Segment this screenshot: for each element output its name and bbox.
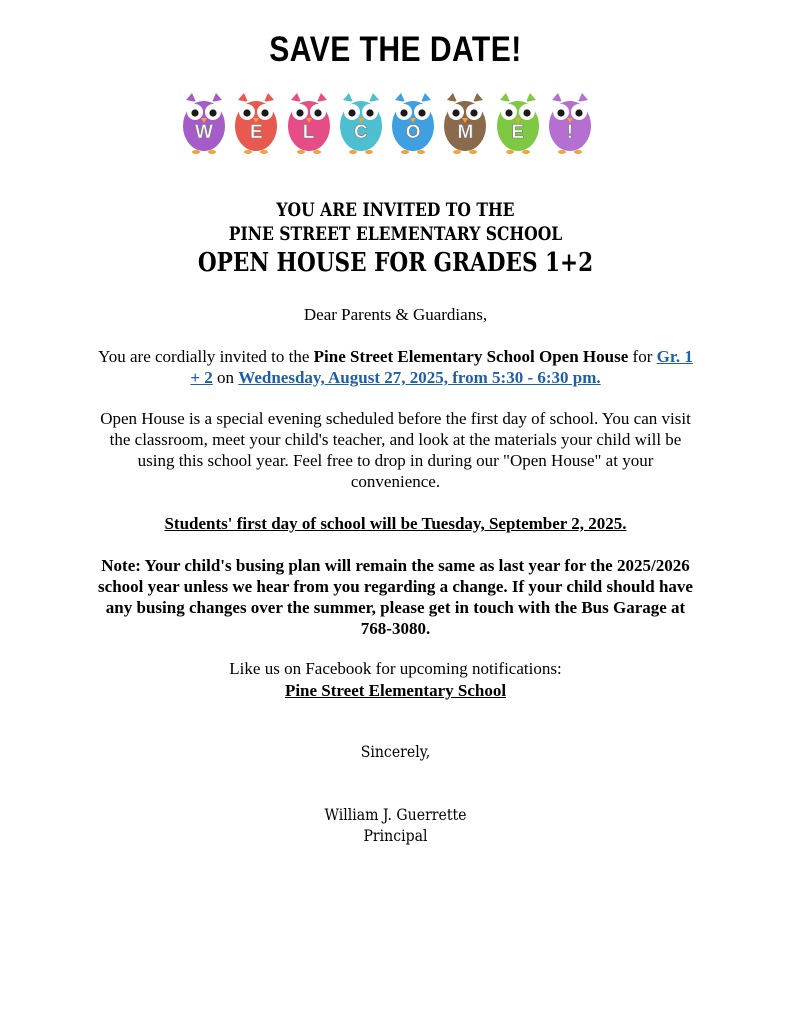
- facebook-page-row: [95, 680, 696, 701]
- banner-letter: O: [405, 122, 421, 143]
- closing: Sincerely,: [360, 742, 431, 761]
- invitation-for-text: for: [628, 347, 657, 366]
- description-paragraph: Open House is a special evening scheduled before the first day of school. You can visit the classroom, meet your child's teacher, and look at the materials your child will be using this school year. Feel free to drop in during our "Open House" at your convenience.: [100, 409, 691, 491]
- owl-letter-tile: [388, 92, 438, 154]
- event-date-link[interactable]: Wednesday, August 27, 2025, from 5:30 - 6:30 pm.: [238, 368, 601, 387]
- owl-letter-tile: [179, 92, 229, 154]
- busing-note: Note: Your child's busing plan will remain the same as last year for the 2025/2026 school year unless we hear from you regarding a change. If your child should have any busing changes over the summer, please get in touch with the Bus Garage at 768-3080.: [98, 556, 693, 638]
- facebook-page-link[interactable]: Pine Street Elementary School: [284, 681, 507, 700]
- invitation-on-text: on: [212, 368, 239, 387]
- page-title: SAVE THE DATE!: [269, 30, 522, 69]
- banner-letter: E: [249, 122, 263, 143]
- invite-line-school: PINE STREET ELEMENTARY SCHOOL: [228, 223, 563, 245]
- banner-letter: W: [195, 122, 213, 143]
- owl-letter-tile: [545, 92, 595, 154]
- owl-letter-tile: [284, 92, 334, 154]
- owl-letter-tile: [440, 92, 490, 154]
- invitation-lead-text: You are cordially invited to the: [98, 347, 314, 366]
- first-day-notice: Students' first day of school will be Tuesday, September 2, 2025.: [164, 514, 627, 533]
- grades-link[interactable]: Gr. 1 + 2: [190, 347, 693, 387]
- invite-line-open-house: OPEN HOUSE FOR GRADES 1+2: [197, 248, 594, 278]
- welcome-owl-banner: [179, 92, 595, 154]
- signer-title: Principal: [363, 826, 428, 845]
- greeting: Dear Parents & Guardians,: [303, 305, 488, 324]
- banner-letter: L: [302, 122, 315, 143]
- signer-name: William J. Guerrette: [324, 805, 467, 824]
- banner-letter: !: [566, 122, 574, 143]
- owl-letter-tile: [336, 92, 386, 154]
- invitation-paragraph: [95, 346, 696, 388]
- invite-line-1: YOU ARE INVITED TO THE: [276, 199, 515, 221]
- banner-letter: C: [353, 122, 368, 143]
- banner-letter: E: [511, 122, 525, 143]
- banner-letter: M: [457, 122, 474, 143]
- owl-letter-tile: [493, 92, 543, 154]
- event-name: Pine Street Elementary School Open House: [313, 347, 629, 366]
- facebook-prompt: Like us on Facebook for upcoming notifications:: [229, 659, 562, 678]
- owl-letter-tile: [231, 92, 281, 154]
